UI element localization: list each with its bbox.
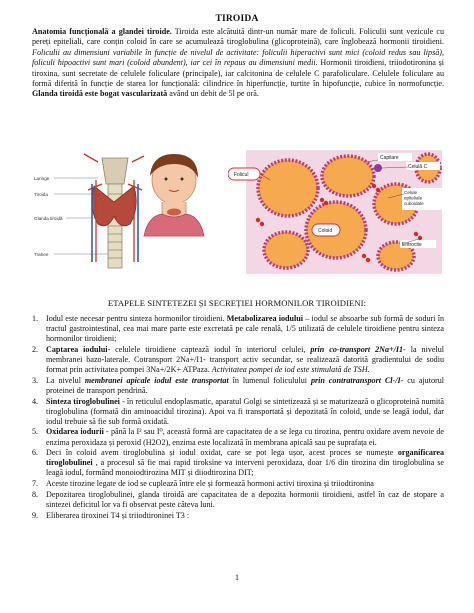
- intro-italic-follicles: Foliculii au dimensiuni variabile în funcție de nivelul de activitate: foliculii hiperactivi sunt mici (coloid redus sau lipsă), foliculi hipoactivi sunt mari (coloid abundent), iar cei în repaus au dimensiuni medii.: [32, 47, 444, 68]
- step-number: 8.: [32, 489, 39, 499]
- larynx-trachea-thyroid: [84, 154, 144, 268]
- label-coloid: Coloid: [318, 228, 333, 234]
- step-text-run: - în reticulul endoplasmatic, aparatul Golgi se sintetizează și se maturizează o glicoproteină numită tiroglobulina (formată din aminoacidul tirozina). Apoi va fi transportată și depozitată în coloid, unde se leagă iodul, dar iodul trebuie să fie sub formă oxidată.: [46, 396, 444, 426]
- section-title-etapele: ETAPELE SINTETEZEI ȘI SECREȚIEI HORMONILOR TIROIDIENI:: [107, 298, 367, 308]
- step-text-run: cu ajutorul proteinei de transport pendrină.: [46, 375, 444, 395]
- step-text-run: prin co-transport 2Na+/I1-: [310, 344, 406, 354]
- step-text-run: Activitatea pompei de iod este stimulată de TSH.: [211, 365, 370, 375]
- steps-list: [32, 314, 444, 521]
- neck-reference-figure: [144, 154, 204, 236]
- step-item: [32, 314, 444, 344]
- step-text-run: Sinteza tiroglobulinei: [46, 396, 120, 406]
- intro-paragraph: [32, 27, 444, 100]
- step-text-run: organificarea tiroglobulinei: [46, 448, 444, 468]
- step-item: [32, 479, 444, 489]
- step-text-run: – iodul se absoarbe sub formă de soduri în tractul gastrointestinal, cea mai mare parte este excretată pe cale renală, 1/5 utilizată de celulele tiroidiene pentru sinteza hormonilor tiroidieni;: [46, 314, 444, 344]
- step-number: 6.: [32, 448, 39, 458]
- intro-text-1: Tiroida este alcătuită dintr-un număr mare de foliculi. Foliculii sunt veziculе cu pereți epiteliali, care conțin coloid în care se acumulează tiroglobulina (glicoproteină), care înglobează hormonii tiroidieni.: [32, 27, 444, 47]
- page-number: 1: [235, 573, 239, 582]
- label-glanda-tiroida: Glanda tiroidă: [34, 216, 63, 221]
- step-item: [32, 427, 444, 447]
- label-celule-epiteliale: Celule epiteliale cuboidale: [404, 190, 424, 207]
- step-item: [32, 511, 444, 521]
- step-text-run: Oxidarea iodurii: [46, 427, 104, 437]
- label-eritrocite: Eritrocite: [402, 242, 422, 248]
- intro-text-2: Hormonii tiroidieni, triiodotironina și tiroxina, sunt secretate de celulele foliculare (principale), iar calcitonina de celulele C parafoliculare. Celulele foliculare au formă diferită în funcție de starea lor funcțională: cilindrice în hiperfuncție, turtite în hipofuncție, cubice în normofuncție.: [32, 58, 445, 89]
- step-item: [32, 397, 444, 427]
- step-number: 2.: [32, 344, 39, 354]
- step-text-run: prin contratransport Cl-/I-: [310, 375, 404, 385]
- label-folicul: Folicul: [234, 172, 249, 178]
- intro-heading-bold: Anatomia funcțională a glandei tiroide.: [32, 27, 172, 36]
- step-text-run: Captarea iodului: [46, 344, 108, 354]
- step-number: 7.: [32, 479, 39, 489]
- label-celula-c: Celulă C: [408, 164, 428, 170]
- step-item: [32, 345, 444, 375]
- step-text-run: membranei apicale iodul este transportat: [84, 375, 229, 385]
- step-number: 3.: [32, 375, 39, 385]
- page-title: TIROIDA: [215, 14, 259, 24]
- step-text-run: Eliberarea tiroxinei T4 și triiodtironinei T3 :: [46, 510, 190, 520]
- intro-text-3: având un debit de 5l pe oră.: [167, 89, 259, 99]
- step-text-run: în lumenul foliculului: [228, 375, 311, 385]
- step-number: 9.: [32, 510, 39, 520]
- step-item: [32, 490, 444, 510]
- step-text-run: Aceste tirozine legate de iod se cuplează între ele și formează hormoni activi tiroxina și triiodtironina: [46, 479, 374, 489]
- label-laringe: Laringe: [34, 176, 50, 181]
- step-number: 4.: [32, 396, 39, 406]
- figures-row: [32, 148, 444, 276]
- c-cell-marker: [374, 164, 382, 172]
- step-number: 5.: [32, 427, 39, 437]
- step-text-run: Deci în coloid avem tiroglobulina și iodul oxidat, care se pot lega ușor, acest proces se numește: [46, 448, 398, 458]
- label-capilare: Capilare: [380, 155, 399, 161]
- label-trahee: Trahee: [34, 252, 49, 257]
- step-item: [32, 376, 444, 396]
- thyroid-follicle-histology: [228, 148, 444, 276]
- step-text-run: Metabolizarea iodului: [226, 314, 304, 323]
- label-tiroida: Tiroida: [34, 192, 48, 197]
- step-item: [32, 448, 444, 478]
- step-text-run: la nivelul membranei bazo-laterale. Cotransport 2Na+/I1- transport activ secundar, se realizează datorită gradientului de sodiu format prin activitatea pompei 3Na+/2K+ ATPaza.: [46, 344, 445, 375]
- step-number: 1.: [32, 314, 39, 323]
- step-text-run: Iodul este necesar pentru sinteza hormonilor tiroidieni.: [46, 314, 227, 323]
- intro-vascular-bold: Glanda tiroidă este bogat vascularizată: [32, 89, 168, 99]
- step-text-run: , a procesul să fie mai rapid tiroksine va interveni peroxidaza, doar 1/6 din tirozina din tiroglobulina se leagă iodul, formând monoiodtirozina MIT și diiodtirozina DIT;: [46, 458, 444, 478]
- step-text-run: Depozitarea tiroglobulinei, glanda tiroidă are capacitatea de a depozita hormonii tiroidieni, astfel în caz de stopare a sintezei deficitul lor va fi observat peste câteva luni.: [46, 489, 444, 509]
- step-text-run: La nivelul: [46, 375, 85, 385]
- step-text-run: - până la I² sau I⁰, această formă are capacitatea de a se lega cu tirozina, pentru oxidare avem nevoie de enzima peroxidaza și peroxid (H2O2), enzima este localizată în membrana apicală sau pe suprafața ei.: [46, 427, 444, 447]
- step-text-run: - celulele tiroidiene captează iodul în interiorul celulei,: [107, 344, 311, 354]
- thyroid-anatomy-illustration: [32, 150, 222, 274]
